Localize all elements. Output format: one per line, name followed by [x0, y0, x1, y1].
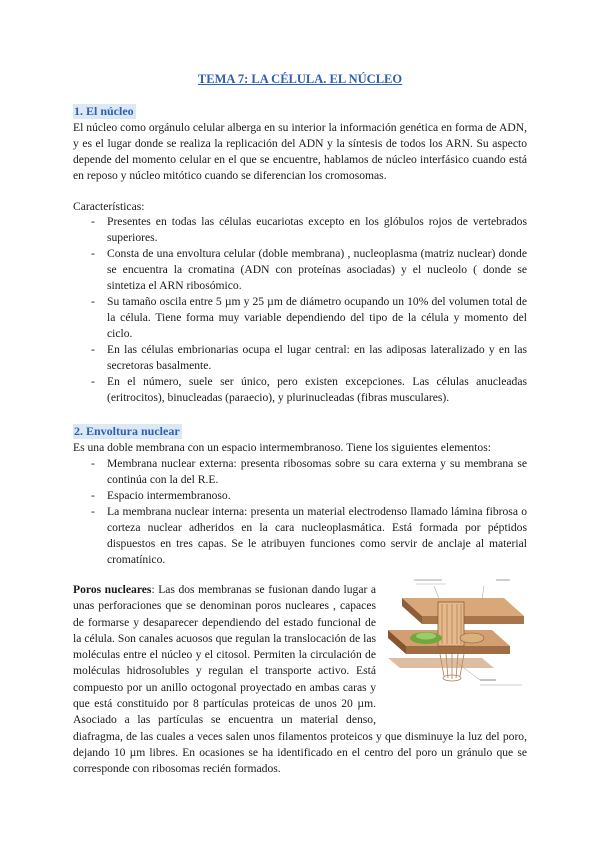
nuclear-pore-diagram-icon	[384, 576, 527, 721]
nucleo-paragraph: El núcleo como orgánulo celular alberga en su interior la información genética en forma de ADN, y es el lugar donde se realiza la replicación del ADN y la síntesis de todos los ARN. Su aspecto depende del momento celular en el que se encuentre, hablamos de núcleo interfásico cuando está en reposo y núcleo mitótico cuando se diferencian los cromosomas.	[73, 121, 527, 182]
section-heading-nucleo: 1. El núcleo	[74, 104, 134, 118]
list-item: - Presentes en todas las células eucariotas excepto en los glóbulos rojos de vertebrados superiores.	[73, 214, 527, 246]
poros-paragraph	[73, 582, 527, 778]
poros-term: Poros nucleares	[73, 583, 152, 596]
list-item: - Membrana nuclear externa: presenta ribosomas sobre su cara externa y su membrana se continúa con la del R.E.	[73, 456, 527, 488]
list-item: - Espacio intermembranoso.	[73, 488, 527, 504]
list-item: - En las células embrionarias ocupa el lugar central: en las adiposas lateralizado y en las secretoras basalmente.	[73, 342, 527, 374]
list-item: - Consta de una envoltura celular (doble membrana) , nucleoplasma (matriz nuclear) donde se encuentra la cromatina (ADN con proteínas asociadas) y el nucleolo ( donde se sintetiza el ARN ribosómico.	[73, 246, 527, 294]
page-title: TEMA 7: LA CÉLULA. EL NÚCLEO	[197, 72, 403, 86]
list-item: - La membrana nuclear interna: presenta un material electrodenso llamado lámina fibrosa o corteza nuclear adheridos en la cara nucleoplasmática. Está formada por péptidos dispuestos en tres capas. Se le atribuyen funciones como servir de anclaje al material cromatínico.	[73, 504, 527, 568]
section-heading-envoltura: 2. Envoltura nuclear	[74, 424, 180, 438]
list-item: - En el número, suele ser único, pero existen excepciones. Las células anucleadas (eritrocitos), binucleadas (paraecio), y plurinucleadas (fibras musculares).	[73, 374, 527, 406]
envoltura-list	[73, 456, 527, 568]
characteristics-label: Características:	[73, 200, 145, 213]
envoltura-intro: Es una doble membrana con un espacio intermembranoso. Tiene los siguientes elementos:	[73, 441, 491, 454]
characteristics-list	[73, 214, 527, 406]
list-item: - Su tamaño oscila entre 5 µm y 25 µm de diámetro ocupando un 10% del volumen total de la célula. Tiene forma muy variable dependiendo del tipo de la célula y momento del ciclo.	[73, 294, 527, 342]
poros-text: : Las dos membranas se fusionan dando lugar a unas perforaciones que se denominan poros nucleares , capaces de formarse y desaparecer dependiendo del estado funcional de la célula. Son canales acuosos que regulan la translocación de las moléculas entre el núcleo y el citosol. Permiten la circulación de moléculas hidrosolubles y regulan el transporte activo. Está compuesto por un anillo octogonal proyectado en ambas caras y que está constituido por 8 partículas proteicas de unos 20 µm. Asociado a las partículas se encuentra un material denso, diafragma, de las cuales a veces salen unos filamentos proteicos y que disminuye la luz del poro, dejando 10 µm libres. En ocasiones se ha identificado en el centro del poro un gránulo que se corresponde con ribosomas recién formados.	[73, 583, 527, 776]
